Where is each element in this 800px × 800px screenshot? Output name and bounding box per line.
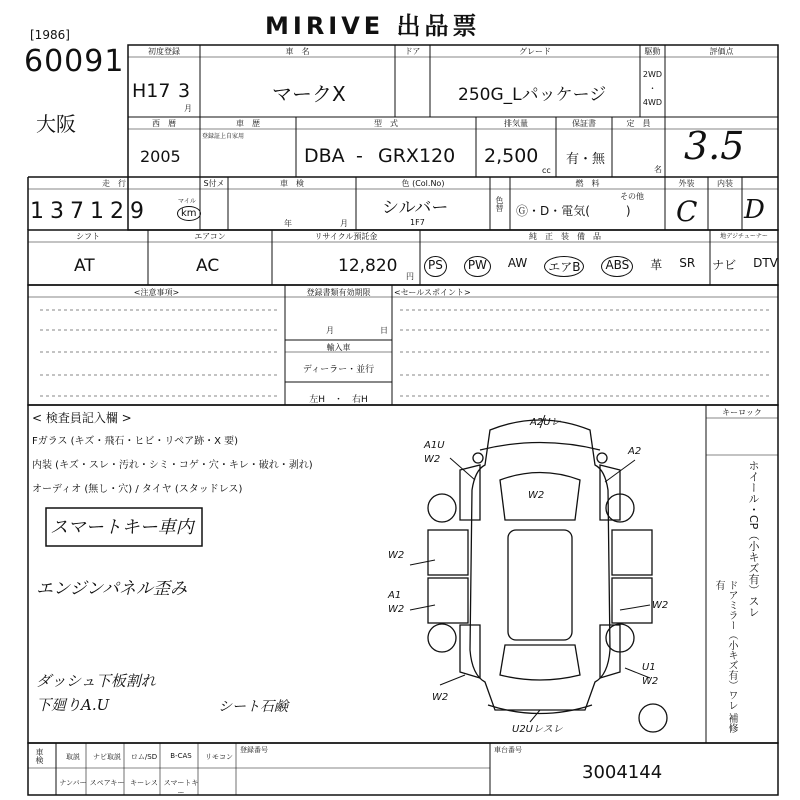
footer-col: リモコン: [205, 753, 233, 761]
dmg-hood: W2: [528, 490, 545, 501]
note-dash: ダッシュ下板割れ: [36, 672, 156, 690]
note-seat: シート石鹸: [218, 699, 288, 715]
wheel-text: ホイール・CP（小キズ有）スレ: [747, 460, 760, 618]
equipment-navi: ナビ: [712, 258, 737, 272]
interior-line: 内装 (キズ・スレ・汚れ・シミ・コゲ・穴・キレ・破れ・剥れ): [32, 460, 313, 471]
mileage-unit-top: マイル: [178, 198, 196, 205]
footer-col: B-CAS: [170, 752, 192, 760]
mileage-digit: 1: [90, 199, 110, 224]
mileage-digit: 2: [110, 199, 130, 224]
shift-label: シフト: [76, 232, 100, 241]
color-code: 1F7: [410, 218, 425, 227]
first-reg-value: H17: [132, 80, 171, 102]
sheet-title: MIRIVE 出品票: [265, 12, 481, 40]
wheel-front-left: [428, 494, 456, 522]
drive-2wd: 2WD: [642, 70, 663, 79]
mirror-left: [473, 453, 483, 463]
first-reg-month: 3: [178, 80, 191, 102]
fuel-value: Ⓖ・D・電気( ): [516, 204, 631, 218]
recycle-label: リサイクル預託金: [314, 232, 378, 241]
keylock-label: キーロック: [722, 408, 762, 417]
capacity-label: 定 員: [626, 119, 651, 128]
note-lower: 下廻りA.U: [36, 696, 110, 714]
reg-day: 日: [380, 326, 388, 335]
exterior-label: 外装: [678, 179, 695, 188]
mileage-label: 走 行: [102, 179, 126, 188]
ac-value: AC: [196, 256, 220, 276]
equipment-dtv: DTV: [753, 256, 778, 270]
car-name-value: マークX: [272, 82, 346, 106]
color-change-label: 色替: [495, 196, 504, 212]
door-label: ドア: [404, 47, 421, 56]
car-rear-window: [500, 645, 580, 680]
car-damage-diagram: [380, 410, 700, 740]
color-value: シルバー: [382, 198, 449, 218]
dmg-rear-left: W2: [432, 692, 449, 703]
capacity-unit: 名: [654, 165, 662, 174]
grade-value: 250G_Lパッケージ: [458, 85, 607, 105]
dmg-left-front-door: W2: [388, 550, 405, 561]
meter-change-label: S付メ: [203, 179, 225, 188]
interior-value: D: [744, 195, 765, 225]
mirror-right: [597, 453, 607, 463]
note-engine-panel: エンジンパネル歪み: [36, 579, 187, 599]
reg-deadline-label: 登録書類有効期限: [306, 288, 371, 297]
warranty-value: 有・無: [566, 152, 606, 167]
footer-inspection-label: 車検: [35, 748, 44, 764]
inspector-section-label: < 検査員記入欄 >: [32, 411, 132, 425]
car-front-bumper: [480, 443, 600, 451]
cc-value: 2,500: [484, 145, 539, 167]
import-label: 輸入車: [326, 343, 351, 352]
location-label: 大阪: [36, 112, 76, 136]
spare-wheel: [639, 704, 667, 732]
dmg-rear-right-u: U1: [642, 662, 656, 673]
chassis-month: 月: [340, 219, 348, 228]
dmg-front-right: A2: [628, 446, 642, 457]
recycle-value: 12,820: [338, 256, 398, 276]
ac-label: エアコン: [194, 232, 226, 241]
door-front-right: [612, 530, 652, 575]
year-label: 西 暦: [152, 119, 176, 128]
audio-line: オーディオ (無し・穴) / タイヤ (スタッドレス): [32, 484, 243, 495]
dmg-left-rear-a: A1: [388, 590, 402, 601]
fuel-label: 燃 料: [575, 179, 600, 188]
dmg-left-rear-w: W2: [388, 604, 405, 615]
recycle-unit: 円: [406, 272, 414, 281]
car-name-label: 車 名: [285, 47, 310, 56]
dmg-front-left-w: W2: [424, 454, 441, 465]
glass-line: Fガラス (キズ・飛石・ヒビ・リペア跡・X 要): [32, 436, 239, 447]
mileage-digit: 7: [70, 199, 90, 224]
score-label: 評価点: [709, 47, 734, 56]
cc-unit: cc: [542, 166, 551, 175]
equipment-airbag: エアB: [544, 256, 584, 277]
model-prefix: DBA: [304, 145, 345, 167]
footer-col: 取説: [66, 753, 80, 761]
chassis-year: 年: [284, 219, 292, 228]
note-smartkey: スマートキー車内: [50, 517, 194, 538]
mirror-text: ドアミラー（小キズ有）ワレ 補修有: [713, 580, 737, 734]
drive-dot: ・: [648, 84, 657, 93]
cc-label: 排気量: [504, 119, 528, 128]
door-front-left: [428, 530, 468, 575]
mileage-unit: km: [177, 206, 201, 221]
steering-label: 左H ・ 右H: [309, 395, 368, 405]
mileage-digit: 1: [30, 199, 50, 224]
footer-col: ナビ取説: [93, 753, 121, 761]
footer-col: キーレス: [130, 779, 158, 787]
fuel-other: その他: [620, 192, 644, 201]
interior-label: 内装: [717, 179, 733, 188]
tuner-label: 地デジチューナー: [720, 233, 768, 240]
footer-col: スペアキー: [89, 779, 125, 787]
score-value: 3.5: [684, 124, 745, 168]
car-rear-bumper: [488, 705, 592, 714]
drive-4wd: 4WD: [642, 98, 663, 107]
model-dash: -: [356, 145, 363, 167]
frame-value: 3004144: [582, 762, 663, 783]
sales-point-label: <セールスポイント>: [394, 288, 471, 297]
reg-number-label: 登録番号: [240, 746, 268, 754]
equipment-sr: SR: [679, 256, 696, 270]
shift-value: AT: [74, 256, 95, 276]
footer-col: ロム/SD: [130, 753, 158, 761]
year-value: 2005: [140, 147, 181, 166]
equipment-leather: 革: [650, 258, 663, 272]
car-roof: [508, 530, 572, 640]
dmg-top: A2Uレ: [530, 417, 561, 428]
first-reg-label: 初度登録: [148, 47, 180, 56]
dealer-label: ディーラー・並行: [302, 365, 375, 375]
equipment-pw: PW: [464, 256, 491, 277]
mileage-digit: 3: [50, 199, 70, 224]
month-unit: 月: [184, 104, 192, 113]
sheet-code: [1986]: [30, 28, 70, 42]
warranty-label: 保証書: [572, 119, 596, 128]
footer-col: スマートキー: [163, 779, 199, 797]
lot-number: 60091: [24, 44, 125, 79]
footer-col: ナンバー: [59, 779, 87, 787]
reg-month: 月: [326, 326, 334, 335]
model-value: GRX120: [378, 145, 456, 167]
footer-bottom-cols: [58, 778, 238, 798]
drive-label: 駆動: [644, 47, 661, 56]
wheel-rear-left: [428, 624, 456, 652]
equipment-list: [424, 256, 778, 277]
mileage-value: [30, 199, 150, 224]
equipment-label: 純 正 装 備 品: [529, 232, 601, 241]
color-label: 色 (Col.No): [401, 179, 445, 188]
dmg-bottom: U2Uレスレ: [512, 724, 563, 735]
equipment-ps: PS: [424, 256, 447, 277]
dmg-front-left: A1U: [424, 440, 445, 451]
mileage-digit: 9: [130, 199, 150, 224]
model-label: 型 式: [374, 119, 398, 128]
car-body-outline: [470, 420, 610, 710]
history-sub: 登録証上自家用: [202, 133, 245, 140]
frame-label: 車台番号: [494, 746, 522, 754]
dmg-right-rear: W2: [652, 600, 669, 611]
door-rear-right: [612, 578, 652, 623]
equipment-abs: ABS: [601, 256, 633, 277]
chassis-label: 車 検: [280, 179, 304, 188]
exterior-value: C: [676, 195, 698, 228]
dmg-rear-right-w: W2: [642, 676, 659, 687]
grade-label: グレード: [519, 47, 551, 56]
caution-label: <注意事項>: [133, 288, 180, 297]
history-label: 車 歴: [236, 119, 260, 128]
equipment-aw: AW: [507, 256, 528, 270]
door-rear-left: [428, 578, 468, 623]
footer-top-cols: [58, 752, 238, 762]
